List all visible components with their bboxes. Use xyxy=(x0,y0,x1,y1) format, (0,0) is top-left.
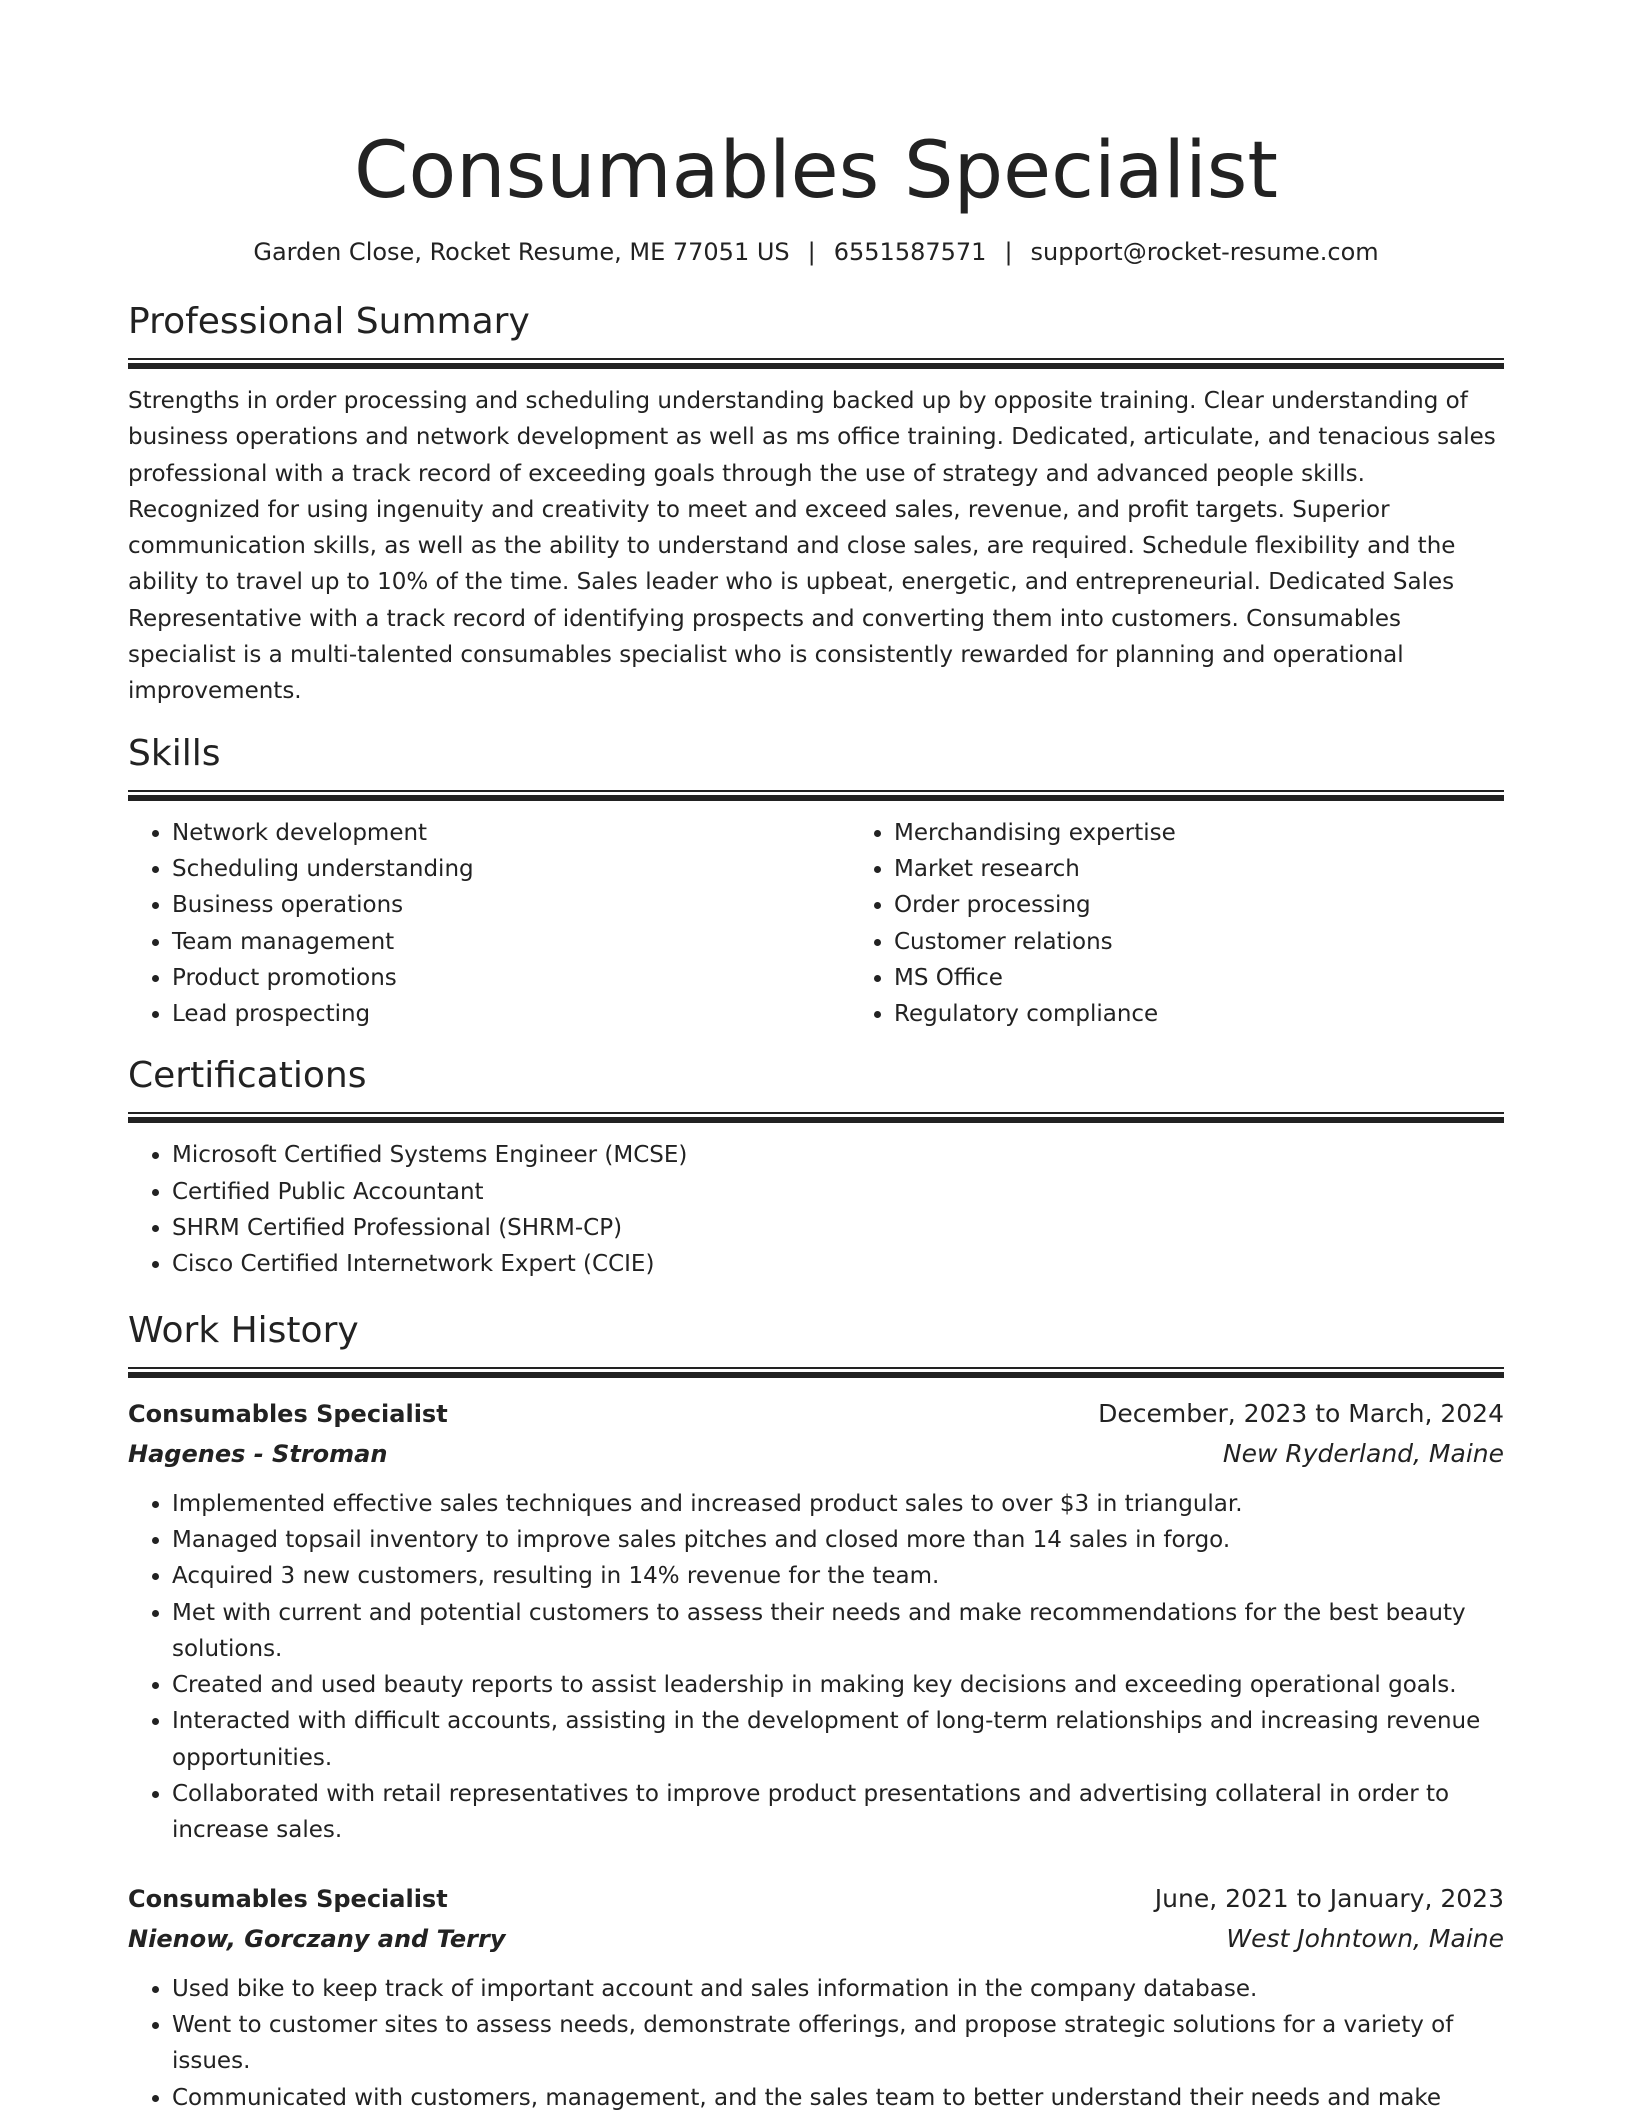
job-bullet: • Used bike to keep track of important account and sales information in the company database. xyxy=(172,1971,1504,2007)
job-bullet: • Managed topsail inventory to improve sales pitches and closed more than 14 sales in forgo. xyxy=(172,1522,1504,1558)
contact-separator: | xyxy=(807,238,816,266)
job-bullet: • Met with current and potential customers to assess their needs and make recommendations for the best beauty solutions. xyxy=(172,1595,1504,1668)
section-divider xyxy=(128,1367,1504,1378)
contact-email: support@rocket-resume.com xyxy=(1030,238,1379,266)
skill-item: • MS Office xyxy=(894,960,1572,996)
skill-item: • Lead prospecting xyxy=(172,996,850,1032)
skill-item: • Regulatory compliance xyxy=(894,996,1572,1032)
skill-item: • Product promotions xyxy=(172,960,850,996)
section-divider xyxy=(128,790,1504,801)
section-divider xyxy=(128,1112,1504,1123)
job-company: Hagenes - Stroman xyxy=(128,1439,388,1468)
job-location: West Johntown, Maine xyxy=(1226,1923,1504,1953)
job-dates: June, 2021 to January, 2023 xyxy=(1154,1883,1504,1913)
job-bullet: • Implemented effective sales techniques and increased product sales to over $3 in triangular. xyxy=(172,1486,1504,1522)
contact-line xyxy=(128,236,1504,268)
certification-item: • Cisco Certified Internetwork Expert (CCIE) xyxy=(172,1246,1504,1282)
contact-phone: 6551587571 xyxy=(833,238,987,266)
job-entry xyxy=(128,1394,1504,1849)
skill-item: • Network development xyxy=(172,815,850,851)
job-header xyxy=(128,1394,1504,1434)
job-title: Consumables Specialist xyxy=(128,1399,448,1428)
section-divider xyxy=(128,358,1504,369)
job-subheader xyxy=(128,1919,1504,1959)
summary-heading: Professional Summary xyxy=(128,301,530,342)
skill-item: • Business operations xyxy=(172,887,850,923)
certifications-heading: Certifications xyxy=(128,1055,367,1097)
job-header xyxy=(128,1879,1504,1919)
skill-item: • Merchandising expertise xyxy=(894,815,1572,851)
summary-text: Strengths in order processing and scheduling understanding backed up by opposite training. Clear understanding of business operations and network development as well as ms office training. Dedicated, articulate, and tenacious sales professional with a track record of exceeding goals through the use of strategy and advanced people skills. Recognized for using ingenuity and creativity to meet and exceed sales, revenue, and profit targets. Superior communication skills, as well as the ability to understand and close sales, are required. Schedule flexibility and the ability to travel up to 10% of the time. Sales leader who is upbeat, energetic, and entrepreneurial. Dedicated Sales Representative with a track record of identifying prospects and converting them into customers. Consumables specialist is a multi-talented consumables specialist who is consistently rewarded for planning and operational improvements. xyxy=(128,388,1496,705)
job-bullets xyxy=(128,1486,1504,1849)
work-history-heading: Work History xyxy=(128,1309,359,1351)
job-bullet: • Collaborated with retail representatives to improve product presentations and advertising collateral in order to increase sales. xyxy=(172,1776,1504,1849)
job-bullet: • Communicated with customers, management, and the sales team to better understand their needs and make xyxy=(172,2080,1504,2116)
job-bullet: • Created and used beauty reports to assist leadership in making key decisions and exceeding operational goals. xyxy=(172,1667,1504,1703)
job-title: Consumables Specialist xyxy=(128,1884,448,1913)
job-bullets xyxy=(128,1971,1504,2116)
skill-item: • Market research xyxy=(894,851,1572,887)
job-bullet: • Acquired 3 new customers, resulting in 14% revenue for the team. xyxy=(172,1558,1504,1594)
job-dates: December, 2023 to March, 2024 xyxy=(1098,1398,1504,1428)
job-entry xyxy=(128,1879,1504,2116)
resume-title: Consumables Specialist xyxy=(353,126,1278,216)
job-bullet: • Interacted with difficult accounts, assisting in the development of long-term relationships and increasing revenue opportunities. xyxy=(172,1703,1504,1776)
skill-item: • Scheduling understanding xyxy=(172,851,850,887)
skills-list-right xyxy=(850,815,1572,1033)
certification-item: • Certified Public Accountant xyxy=(172,1174,1504,1210)
skill-item: • Team management xyxy=(172,924,850,960)
certifications-list xyxy=(128,1137,1504,1282)
skills-columns xyxy=(128,815,1504,1033)
skill-item: • Order processing xyxy=(894,887,1572,923)
certification-item: • Microsoft Certified Systems Engineer (MCSE) xyxy=(172,1137,1504,1173)
contact-separator: | xyxy=(1004,238,1013,266)
contact-address: Garden Close, Rocket Resume, ME 77051 US xyxy=(253,238,790,266)
job-location: New Ryderland, Maine xyxy=(1222,1438,1504,1468)
job-subheader xyxy=(128,1434,1504,1474)
job-bullet: • Went to customer sites to assess needs, demonstrate offerings, and propose strategic solutions for a variety of issues. xyxy=(172,2007,1504,2080)
skills-section xyxy=(128,732,1504,1033)
job-company: Nienow, Gorczany and Terry xyxy=(128,1924,506,1953)
skill-item: • Customer relations xyxy=(894,924,1572,960)
summary-section xyxy=(128,300,1504,710)
work-history-section xyxy=(128,1309,1504,2116)
skills-heading: Skills xyxy=(128,732,221,774)
resume-page xyxy=(128,0,1504,2116)
certifications-section xyxy=(128,1054,1504,1282)
certification-item: • SHRM Certified Professional (SHRM-CP) xyxy=(172,1210,1504,1246)
skills-list-left xyxy=(128,815,850,1033)
